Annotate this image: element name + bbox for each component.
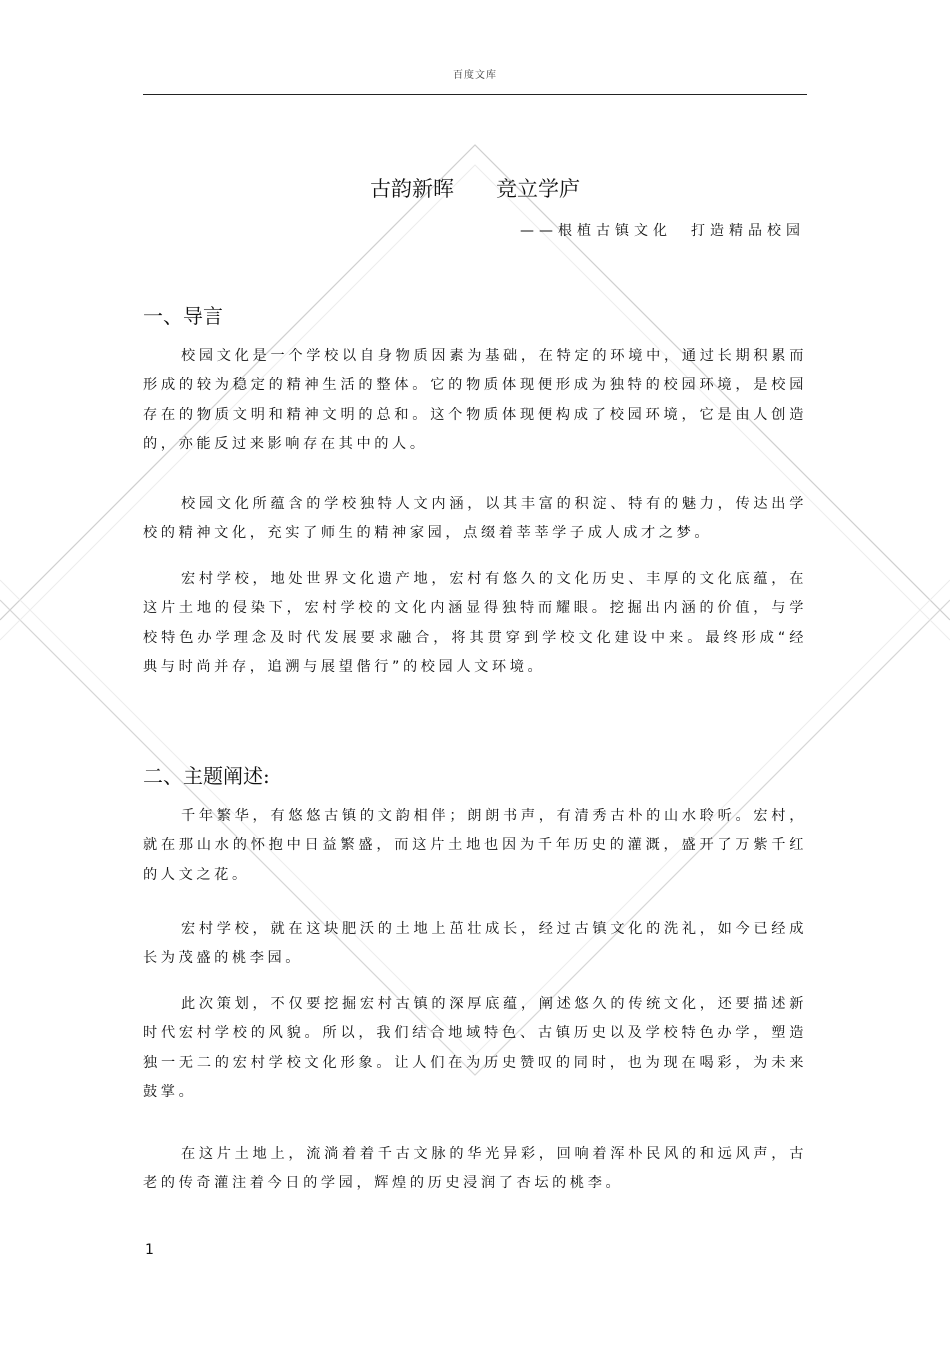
- intro-paragraph-3: 宏村学校，地处世界文化遗产地，宏村有悠久的文化历史、丰厚的文化底蕴，在这片土地的侵染下，宏村学校的文化内涵显得独特而耀眼。挖掘出内涵的价值，与学校特色办学理念及时代发展要求融合，将其贯穿到学校文化建设中来。最终形成“经典与时尚并存，追溯与展望偕行”的校园人文环境。: [143, 571, 807, 676]
- header-rule: [143, 94, 807, 95]
- page-header: 百度文库: [453, 70, 497, 81]
- theme-paragraph-1: 千年繁华，有悠悠古镇的文韵相伴；朗朗书声，有清秀古朴的山水聆听。宏村，就在那山水的怀抱中日益繁盛，而这片土地也因为千年历史的灌溉，盛开了万紫千红的人文之花。: [143, 808, 807, 883]
- document-subtitle: ——根植古镇文化 打造精品校园: [520, 223, 805, 239]
- intro-paragraph-1: 校园文化是一个学校以自身物质因素为基础，在特定的环境中，通过长期积累而形成的较为稳定的精神生活的整体。它的物质体现便形成为独特的校园环境，是校园存在的物质文明和精神文明的总和。这个物质体现便构成了校园环境，它是由人创造的，亦能反过来影响存在其中的人。: [143, 348, 807, 453]
- document-title: 古韵新晖 竞立学庐: [370, 177, 580, 201]
- section-heading-introduction: 一、导言: [143, 304, 223, 328]
- theme-paragraph-4: 在这片土地上，流淌着着千古文脉的华光异彩，回响着浑朴民风的和远风声，古老的传奇灌注着今日的学园，辉煌的历史浸润了杏坛的桃李。: [143, 1146, 807, 1192]
- theme-paragraph-2: 宏村学校，就在这块肥沃的土地上茁壮成长，经过古镇文化的洗礼，如今已经成长为茂盛的桃李园。: [143, 921, 807, 967]
- section-heading-theme: 二、主题阐述:: [143, 764, 270, 788]
- intro-paragraph-2: 校园文化所蕴含的学校独特人文内涵，以其丰富的积淀、特有的魅力，传达出学校的精神文化，充实了师生的精神家园，点缀着莘莘学子成人成才之梦。: [143, 496, 807, 542]
- page-number: 1: [145, 1242, 154, 1258]
- theme-paragraph-3: 此次策划，不仅要挖掘宏村古镇的深厚底蕴，阐述悠久的传统文化，还要描述新时代宏村学校的风貌。所以，我们结合地域特色、古镇历史以及学校特色办学，塑造独一无二的宏村学校文化形象。让人们在为历史赞叹的同时，也为现在喝彩，为未来鼓掌。: [143, 996, 807, 1101]
